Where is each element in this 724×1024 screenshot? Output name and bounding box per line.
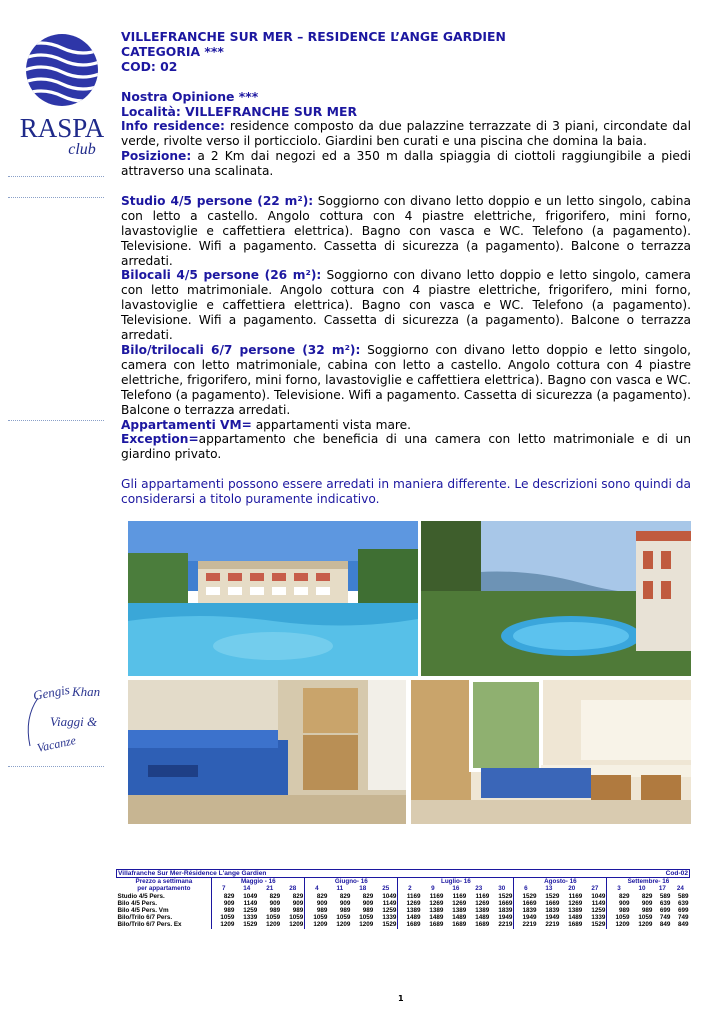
price-table-cell: 1689	[398, 921, 422, 928]
price-table-cell: 1669	[498, 899, 513, 907]
price-table-day: 21	[266, 885, 274, 893]
price-table-months-row	[117, 878, 690, 886]
price-table-cell: 1339	[243, 914, 258, 922]
price-table-cell: 639	[659, 899, 671, 907]
price-table-cell: 989	[362, 907, 374, 915]
price-table-cell: 909	[339, 899, 351, 907]
disclaimer-note: Gli appartamenti possono essere arredati in maniera differente. Le descrizioni sono quindi da considerarsi a titolo puramente indicativo.	[121, 477, 691, 507]
main-content	[121, 30, 691, 507]
price-table-cell: 1839	[498, 907, 513, 915]
price-table-cell: 639	[677, 899, 689, 907]
bilocali-label: Bilocali 4/5 persone (26 m²):	[121, 268, 322, 283]
price-table-day: 24	[676, 885, 684, 893]
price-table-row-label: Bilo 4/5 Pers. Vm	[117, 907, 169, 915]
price-table-cell: 1209	[289, 921, 304, 929]
price-table-cell: 1529	[243, 921, 258, 929]
price-table-cell: 909	[362, 899, 374, 907]
gengis-khan-logo	[20, 678, 106, 760]
price-table-cell: 989	[305, 907, 329, 914]
price-table-cell: 1839	[545, 907, 560, 915]
sidebar	[0, 0, 110, 1024]
price-table-cell: 829	[305, 893, 329, 900]
price-table-cell: 1949	[514, 914, 538, 921]
price-table-cell: 1209	[359, 921, 374, 929]
studio-text: Soggiorno con divano letto doppio e un letto singolo, cabina con letto a castello. Angolo cottura con 4 piastre elettriche, frigorifero, mini forno, lavastoviglie e caffettiera elettrica). Bagno con vasca e WC. Telefono (a pagamento). Televisione. Wifi a pagamento. Cassetta di sicurezza (a pagamento). Balcone o terrazza arredati.	[121, 193, 691, 268]
price-table-cell: 1269	[452, 899, 467, 907]
price-table-cell: 989	[641, 907, 653, 915]
price-table-cell: 829	[607, 893, 631, 900]
price-table-cell: 829	[339, 892, 351, 900]
price-table-cell: 1489	[452, 914, 467, 922]
price-table-row-label: Bilo/Trilo 6/7 Pers. Ex	[117, 921, 182, 929]
price-table-cell: 699	[677, 907, 689, 915]
price-table-cell: 1269	[429, 899, 444, 907]
price-table-month: Settembre- 16	[607, 878, 690, 886]
price-table-day: 10	[638, 885, 646, 893]
info-paragraph	[121, 119, 691, 149]
price-table-days-row	[117, 885, 690, 892]
price-table-cell: 1949	[498, 914, 513, 922]
vm-label: Appartamenti VM=	[121, 417, 252, 432]
price-table-cell: 1149	[243, 899, 258, 907]
price-table-cell: 1529	[514, 893, 538, 900]
price-table-cell: 749	[677, 914, 689, 922]
vm-paragraph	[121, 418, 691, 433]
price-table-cell: 1059	[305, 914, 329, 921]
price-table-day: 27	[591, 885, 599, 893]
price-table-title: Villafranche Sur Mer-Résidence L'ange Gardien	[117, 870, 514, 878]
price-table-cell: 1169	[398, 893, 422, 900]
price-table-cell: 1259	[591, 907, 606, 915]
logo-sub: club	[68, 141, 96, 158]
price-table-day: 23	[475, 885, 483, 893]
price-table-cell: 1839	[514, 907, 538, 914]
price-table-cell: 1949	[545, 914, 560, 922]
price-table-cell: 1269	[568, 899, 583, 907]
price-table-cell: 1049	[591, 892, 606, 900]
price-table-cell: 1149	[382, 899, 397, 907]
price-table-day: 6	[514, 885, 538, 892]
price-table-cell: 909	[292, 899, 304, 907]
price-table-row	[117, 893, 690, 900]
price-table-cell: 1529	[498, 892, 513, 900]
price-table-day: 20	[568, 885, 576, 893]
price-table-cell: 2219	[498, 921, 513, 929]
price-table-cell: 1529	[591, 921, 606, 929]
price-table-cell: 909	[607, 900, 631, 907]
price-table-label-head2: per appartamento	[137, 885, 191, 893]
price-table-cell: 849	[677, 921, 689, 929]
posizione-label: Posizione:	[121, 149, 192, 164]
price-table-day: 25	[382, 885, 390, 893]
price-table-cell: 1339	[591, 914, 606, 922]
price-table-cell: 1689	[452, 921, 467, 929]
price-table-day: 16	[452, 885, 460, 893]
price-table-month: Agosto- 16	[514, 878, 607, 886]
price-table	[116, 869, 690, 929]
price-table-cell: 1489	[568, 914, 583, 922]
price-table-cell: 1529	[545, 892, 560, 900]
price-table-cell: 1169	[429, 892, 444, 900]
price-table-cell: 829	[362, 892, 374, 900]
posizione-paragraph	[121, 149, 691, 179]
price-table-cell: 1389	[475, 907, 490, 915]
price-table-cell: 1169	[452, 892, 467, 900]
sidebar-divider	[8, 176, 104, 177]
price-table-month: Maggio - 16	[212, 878, 305, 886]
price-table-cell: 1209	[336, 921, 351, 929]
price-table-cell: 989	[607, 907, 631, 914]
price-table-cell: 829	[641, 892, 653, 900]
opinione: Nostra Opinione ***	[121, 88, 259, 104]
price-table-day: 3	[607, 885, 631, 892]
price-table-cell: 909	[212, 900, 236, 907]
price-table-code: Cod-02	[514, 870, 690, 878]
price-table-cell: 1489	[429, 914, 444, 922]
price-table-label-head: Prezzo a settimana	[135, 878, 193, 886]
gengis-logo-line4: Vacanze	[35, 733, 78, 755]
title-line3: COD: 02	[121, 58, 178, 74]
price-table-cell: 1259	[382, 907, 397, 915]
price-table-cell: 1149	[591, 899, 606, 907]
localita: Località: VILLEFRANCHE SUR MER	[121, 103, 357, 119]
gengis-logo-line3: Viaggi &	[50, 714, 98, 729]
price-table-cell: 1059	[266, 914, 281, 922]
exception-text: appartamento che beneficia di una camera con letto matrimoniale e di un giardino privato.	[121, 432, 691, 462]
price-table-cell: 1259	[243, 907, 258, 915]
price-table-cell: 699	[659, 907, 671, 915]
price-table-cell: 1059	[212, 914, 236, 921]
price-table-day: 11	[336, 885, 344, 893]
price-table-cell: 1209	[638, 921, 653, 929]
price-table-cell: 1689	[475, 921, 490, 929]
sidebar-divider	[8, 420, 104, 421]
price-table-row	[117, 921, 690, 928]
studio-paragraph	[121, 194, 691, 269]
sidebar-divider	[8, 197, 104, 198]
price-table-cell: 1689	[568, 921, 583, 929]
price-table-cell: 909	[305, 900, 329, 907]
price-table-cell: 1059	[336, 914, 351, 922]
price-table-cell: 1209	[607, 921, 631, 928]
price-table-day: 9	[431, 885, 435, 893]
price-table-cell: 1489	[475, 914, 490, 922]
price-table-day: 4	[305, 885, 329, 892]
info-text: residence composto da due palazzine terrazzate di 3 piani, circondate dal verde, rivolte verso il porticciolo. Giardini ben curati e una piscina che domina la baia.	[121, 119, 691, 149]
logo-text: RASPA	[20, 113, 104, 143]
bilocali-paragraph	[121, 268, 691, 343]
price-table-cell: 989	[339, 907, 351, 915]
trilocali-label: Bilo/trilocali 6/7 persone (32 m²):	[121, 343, 361, 357]
vm-text: appartamenti vista mare.	[251, 417, 412, 432]
price-table-cell: 1269	[475, 899, 490, 907]
price-table-cell: 749	[659, 914, 671, 922]
posizione-text: a 2 Km dai negozi ed a 350 m dalla spiaggia di ciottoli raggiungibile a piedi attraverso una scalinata.	[121, 149, 691, 179]
info-label: Info residence:	[121, 119, 225, 134]
price-table-cell: 1059	[289, 914, 304, 922]
price-table-cell: 2219	[545, 921, 560, 929]
price-table-day: 7	[212, 885, 236, 892]
price-table-row-label: Bilo 4/5 Pers.	[117, 899, 158, 907]
exception-label: Exception=	[121, 432, 199, 447]
price-table-cell: 909	[269, 899, 281, 907]
price-table-cell: 1209	[305, 921, 329, 928]
exception-paragraph	[121, 432, 691, 462]
price-table-row	[117, 907, 690, 914]
bay-pool-photo	[421, 521, 691, 676]
price-table-cell: 989	[269, 907, 281, 915]
price-table-cell: 849	[659, 921, 671, 929]
price-table-cell: 829	[212, 893, 236, 900]
price-table-cell: 1389	[568, 907, 583, 915]
price-table-day: 30	[498, 885, 506, 893]
price-table-cell: 1389	[452, 907, 467, 915]
trilocali-paragraph	[121, 343, 691, 418]
price-table-cell: 1209	[266, 921, 281, 929]
price-table-row-label: Bilo/Trilo 6/7 Pers.	[117, 914, 173, 922]
studio-label: Studio 4/5 persone (22 m²):	[121, 193, 314, 208]
price-table-cell: 1169	[568, 892, 583, 900]
price-table-row	[117, 914, 690, 921]
pool-photo	[128, 521, 418, 676]
price-table-day: 18	[359, 885, 367, 893]
price-table-row	[117, 900, 690, 907]
price-table-day: 28	[289, 885, 297, 893]
living-room-photo	[128, 680, 406, 824]
price-table-day: 2	[398, 885, 422, 892]
raspa-club-logo	[20, 20, 104, 160]
price-table-cell: 1489	[398, 914, 422, 921]
price-table-cell: 1059	[638, 914, 653, 922]
price-table-cell: 909	[641, 899, 653, 907]
price-table-cell: 589	[659, 892, 671, 900]
price-table-cell: 1669	[545, 899, 560, 907]
price-table-row-label: Studio 4/5 Pers.	[117, 892, 165, 900]
price-table-cell: 1209	[212, 921, 236, 928]
price-table-day: 14	[243, 885, 251, 893]
price-table-cell: 1529	[382, 921, 397, 929]
price-table-month: Giugno- 16	[305, 878, 398, 886]
bilocali-text: Soggiorno con divano letto doppio e letto singolo, camera con letto matrimoniale. Angolo cottura con 4 piastre elettriche, frigorifero, mini forno, lavastoviglie e caffettiera elettrica). Bagno con vasca e WC. Telefono (a pagamento). Televisione. Wifi a pagamento. Cassetta di sicurezza (a pagamento). Balcone o terrazza arredati.	[121, 268, 691, 343]
price-table-cell: 989	[292, 907, 304, 915]
price-table-cell: 1049	[382, 892, 397, 900]
price-table-cell: 829	[269, 892, 281, 900]
price-table-cell: 1669	[514, 900, 538, 907]
sidebar-divider	[8, 766, 104, 767]
price-table-cell: 1049	[243, 892, 258, 900]
price-table-cell: 1269	[398, 900, 422, 907]
price-table-cell: 1389	[429, 907, 444, 915]
price-table-cell: 1689	[429, 921, 444, 929]
price-table-day: 17	[658, 885, 666, 893]
title-line2: CATEGORIA ***	[121, 43, 224, 59]
price-table-cell: 1059	[607, 914, 631, 921]
price-table-title-row	[117, 870, 690, 878]
trilocali-text: Soggiorno con divano letto doppio e letto singolo, camera con letto matrimoniale, cabina con letto a castello. Angolo cottura con 4 piastre elettriche, frigorifero, mini forno, lavastoviglie e caffettiera elettrica). Bagno con vasca e WC. Telefono (a pagamento). Televisione. Wifi a pagamento. Cassetta di sicurezza (a pagamento). Balcone o terrazza arredati.	[121, 343, 691, 417]
price-table-day: 13	[545, 885, 553, 893]
price-table-cell: 1059	[359, 914, 374, 922]
price-table-cell: 1339	[382, 914, 397, 922]
price-table-cell: 1389	[398, 907, 422, 914]
price-table-cell: 589	[677, 892, 689, 900]
page-number: 1	[398, 994, 404, 1003]
price-table-cell: 1169	[475, 892, 490, 900]
price-table-cell: 989	[212, 907, 236, 914]
gengis-logo-line1: Gengis	[31, 681, 71, 703]
gengis-logo-line2: Khan	[72, 684, 101, 699]
price-table-cell: 829	[292, 892, 304, 900]
price-table-cell: 2219	[514, 921, 538, 928]
title-line1: VILLEFRANCHE SUR MER – RESIDENCE L’ANGE GARDIEN	[121, 29, 506, 44]
dining-room-photo	[411, 680, 691, 824]
price-table-month: Luglio- 16	[398, 878, 514, 886]
